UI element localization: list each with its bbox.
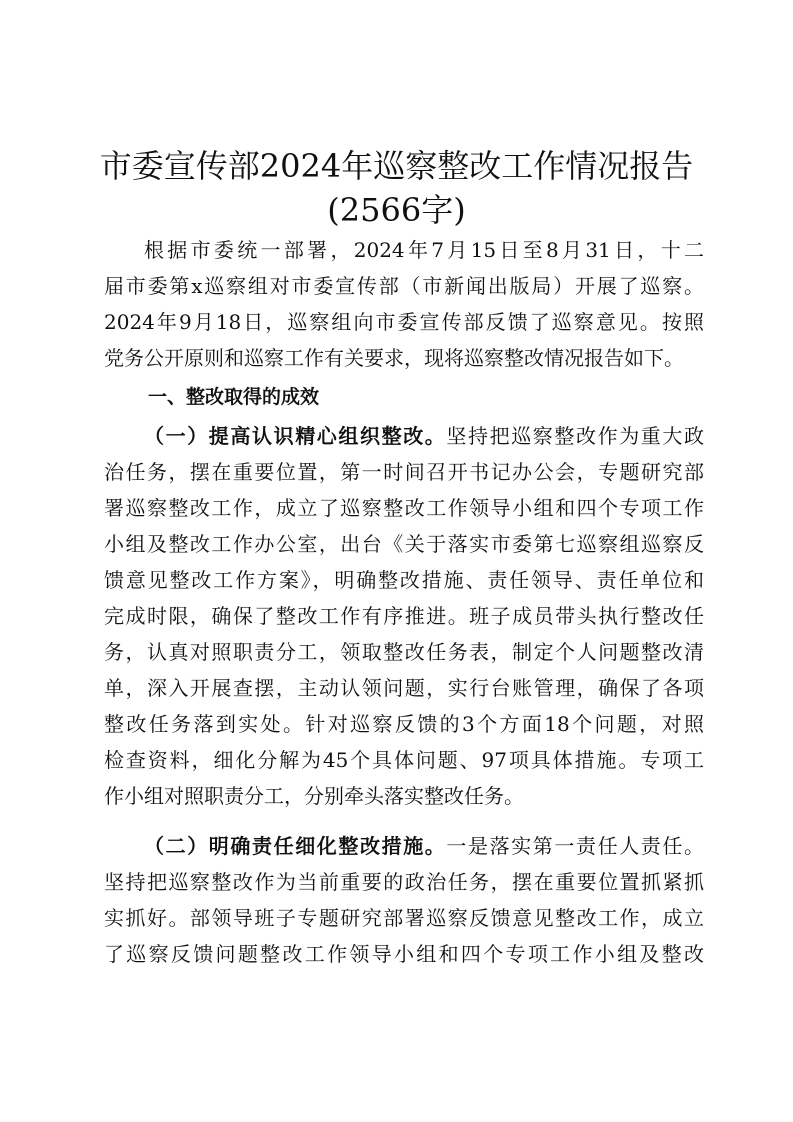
- subsection-1-line: 署巡察整改工作，成立了巡察整改工作领导小组和四个专项工作: [104, 496, 704, 520]
- section-heading: 一、整改取得的成效: [148, 386, 320, 408]
- subsection-2-line: 坚持把巡察整改作为当前重要的政治任务，摆在重要位置抓紧抓: [104, 870, 704, 894]
- document-title: 市委宣传部2024年巡察整改工作情况报告: [99, 147, 694, 185]
- subsection-1-line: 作小组对照职责分工，分别牵头落实整改任务。: [104, 784, 524, 808]
- subsection-1-line: 务，认真对照职责分工，领取整改任务表，制定个人问题整改清: [104, 640, 704, 664]
- intro-line-4: 党务公开原则和巡察工作有关要求，现将巡察整改情况报告如下。: [104, 346, 684, 370]
- subsection-1-line: 馈意见整改工作方案》，明确整改措施、责任领导、责任单位和: [104, 568, 704, 592]
- subsection-2-lead: （二）明确责任细化整改措施。: [144, 834, 447, 858]
- subsection-2-line: 了巡察反馈问题整改工作领导小组和四个专项工作小组及整改: [104, 942, 704, 966]
- intro-line-1: 根据市委统一部署，2024年7月15日至8月31日，十二: [144, 238, 704, 262]
- intro-line-2: 届市委第x巡察组对市委宣传部（市新闻出版局）开展了巡察。: [104, 274, 704, 298]
- subsection-1-line: 整改任务落到实处。针对巡察反馈的3个方面18个问题，对照: [104, 712, 704, 736]
- document-word-count: (2566字): [327, 191, 466, 229]
- subsection-2-line: 实抓好。部领导班子专题研究部署巡察反馈意见整改工作，成立: [104, 906, 704, 930]
- subsection-2-first-line: [144, 828, 704, 864]
- subsection-1-first-rest: 坚持把巡察整改作为重大政: [446, 424, 705, 448]
- subsection-1-line: 治任务，摆在重要位置，第一时间召开书记办公会，专题研究部: [104, 460, 704, 484]
- subsection-1-first-line: [144, 418, 704, 454]
- subsection-1-line: 完成时限，确保了整改工作有序推进。班子成员带头执行整改任: [104, 604, 704, 628]
- subsection-1-line: 小组及整改工作办公室，出台《关于落实市委第七巡察组巡察反: [104, 532, 704, 556]
- subsection-2-first-rest: 一是落实第一责任人责任。: [446, 834, 705, 858]
- intro-line-3: 2024年9月18日，巡察组向市委宣传部反馈了巡察意见。按照: [104, 310, 704, 334]
- subsection-1-lead: （一）提高认识精心组织整改。: [144, 424, 447, 448]
- subsection-1-line: 单，深入开展查摆，主动认领问题，实行台账管理，确保了各项: [104, 676, 704, 700]
- subsection-1-line: 检查资料，细化分解为45个具体问题、97项具体措施。专项工: [104, 748, 704, 772]
